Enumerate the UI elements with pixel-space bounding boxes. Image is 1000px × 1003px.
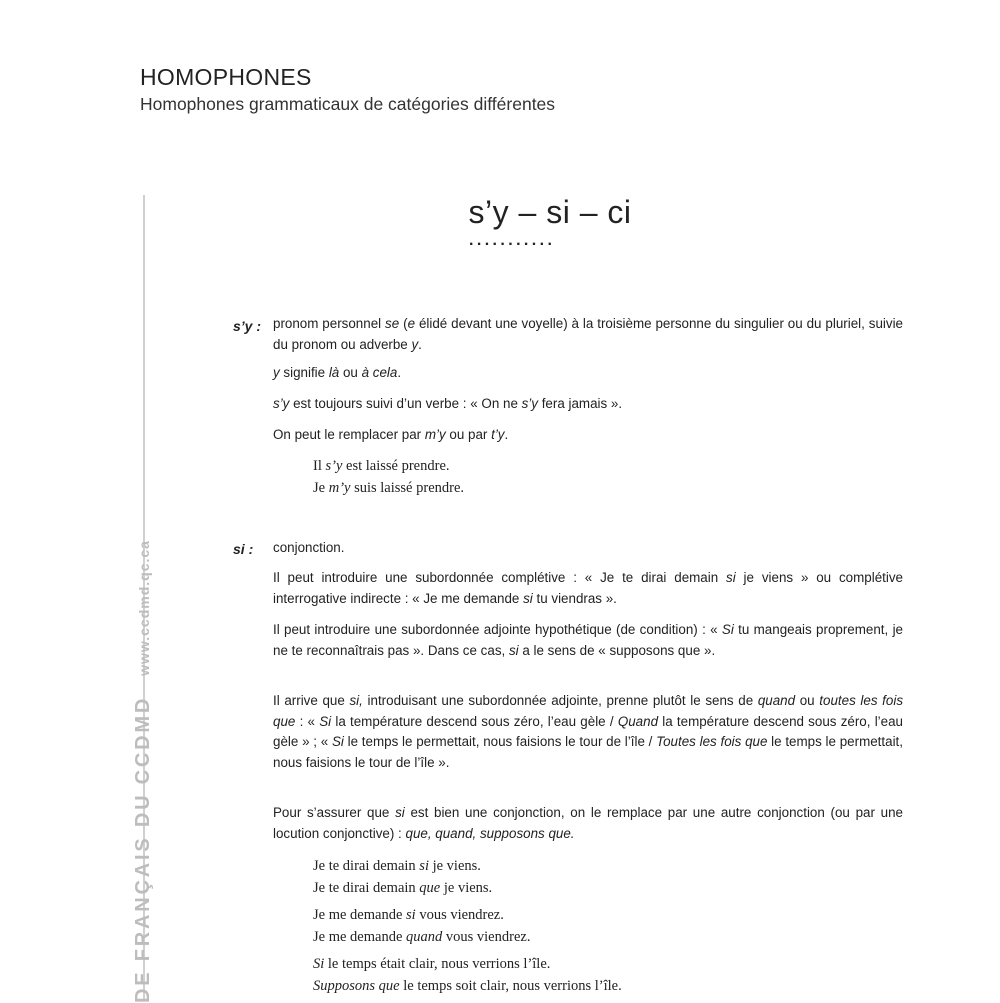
si-hypothetique: Il peut introduire une subordonnée adjointe hypothétique (de condition) : « Si tu mangeais proprement, je ne te reconnaîtrais pas ». Dans ce cas, si a le sens de « supposons que ».: [273, 622, 903, 658]
term-si: si :: [233, 541, 254, 557]
emphasis-text: si: [508, 642, 519, 658]
emphasis-text: e: [407, 316, 416, 331]
emphasis-text: se: [385, 316, 400, 331]
sy-usage: s’y est toujours suivi d’un verbe : « On ne s’y fera jamais ».: [273, 396, 623, 411]
emphasis-text: si: [419, 858, 429, 874]
example-line: Je m’y suis laissé prendre.: [313, 480, 465, 496]
header-title: HOMOPHONES: [140, 64, 312, 90]
emphasis-text: que: [419, 880, 441, 896]
emphasis-text: Si: [331, 734, 344, 750]
emphasis-text: si: [726, 570, 736, 585]
emphasis-text: si: [523, 590, 533, 606]
emphasis-text: y: [411, 336, 419, 352]
si-test: Pour s’assurer que si est bien une conjonction, on le remplace par une autre conjonction (ou par une locution conjonctive) : que, quand, supposons que.: [273, 805, 903, 841]
page-header: [140, 62, 555, 116]
example-line: Je me demande quand vous viendrez.: [313, 929, 531, 945]
emphasis-text: Si: [319, 713, 332, 729]
page-title: s’y – si – ci: [468, 194, 632, 230]
si-example-group-3: [313, 953, 873, 997]
sy-replacement: On peut le remplacer par m’y ou par t’y.: [273, 427, 509, 442]
emphasis-text: Supposons que: [313, 978, 400, 994]
emphasis-text: si: [406, 907, 416, 923]
emphasis-text: m’y: [424, 427, 446, 442]
emphasis-text: y: [273, 365, 280, 380]
emphasis-text: t’y: [491, 427, 505, 442]
emphasis-text: Quand: [617, 713, 659, 729]
emphasis-text: s’y: [521, 396, 538, 411]
title-dotted-underline: ...........: [469, 232, 556, 249]
sidebar-url: www.ccdmd.qc.ca: [136, 540, 152, 676]
example-line: Il s’y est laissé prendre.: [313, 458, 450, 474]
emphasis-text: s’y: [273, 396, 290, 411]
emphasis-text: si,: [349, 693, 363, 708]
emphasis-text: Toutes les fois que: [656, 734, 768, 750]
emphasis-text: si: [395, 805, 405, 820]
example-line: Je te dirai demain que je viens.: [313, 880, 493, 896]
example-line: Si le temps était clair, nous verrions l’île.: [313, 956, 551, 972]
emphasis-text: que, quand, supposons que.: [405, 825, 575, 841]
si-example-group-1: [313, 855, 873, 899]
si-example-group-2: [313, 904, 873, 948]
emphasis-text: à cela: [361, 365, 398, 380]
example-line: Je me demande si vous viendrez.: [313, 907, 504, 923]
emphasis-text: là: [328, 365, 340, 380]
emphasis-text: s’y: [325, 458, 343, 474]
si-definition: conjonction.: [273, 540, 345, 555]
emphasis-text: Si: [313, 956, 325, 972]
si-completive: Il peut introduire une subordonnée complétive : « Je te dirai demain si je viens » ou complétive interrogative indirecte : « Je me demande si tu viendras ».: [273, 570, 903, 606]
term-sy: s’y :: [233, 318, 262, 334]
emphasis-text: quand: [406, 929, 443, 945]
example-line: Je te dirai demain si je viens.: [313, 858, 481, 874]
sy-definition: pronom personnel se (e élidé devant une voyelle) à la troisième personne du singulier ou du pluriel, suivie du pronom ou adverbe y.: [273, 316, 904, 352]
sidebar-publisher-name: DE FRANÇAIS DU CCDMD: [132, 695, 154, 1003]
example-line: Supposons que le temps soit clair, nous verrions l’île.: [313, 978, 622, 994]
emphasis-text: toutes les fois que: [273, 693, 904, 729]
emphasis-text: m’y: [328, 480, 351, 496]
emphasis-text: Si: [721, 622, 734, 637]
sidebar-publisher-text: [132, 540, 155, 1003]
si-quand: Il arrive que si, introduisant une subordonnée adjointe, prenne plutôt le sens de quand ou toutes les fois que : « Si la température descend sous zéro, l’eau gèle / Quand la température descend sous zéro, l’eau gèle » ; « Si le temps le permettait, nous faisions le tour de l’île / Toutes les fois que le temps le permettait, nous faisions le tour de l’île ».: [273, 693, 904, 770]
sy-examples: [313, 455, 873, 499]
emphasis-text: quand: [757, 693, 796, 708]
header-subtitle: Homophones grammaticaux de catégories différentes: [140, 94, 556, 114]
sy-meaning: y signifie là ou à cela.: [273, 365, 402, 380]
